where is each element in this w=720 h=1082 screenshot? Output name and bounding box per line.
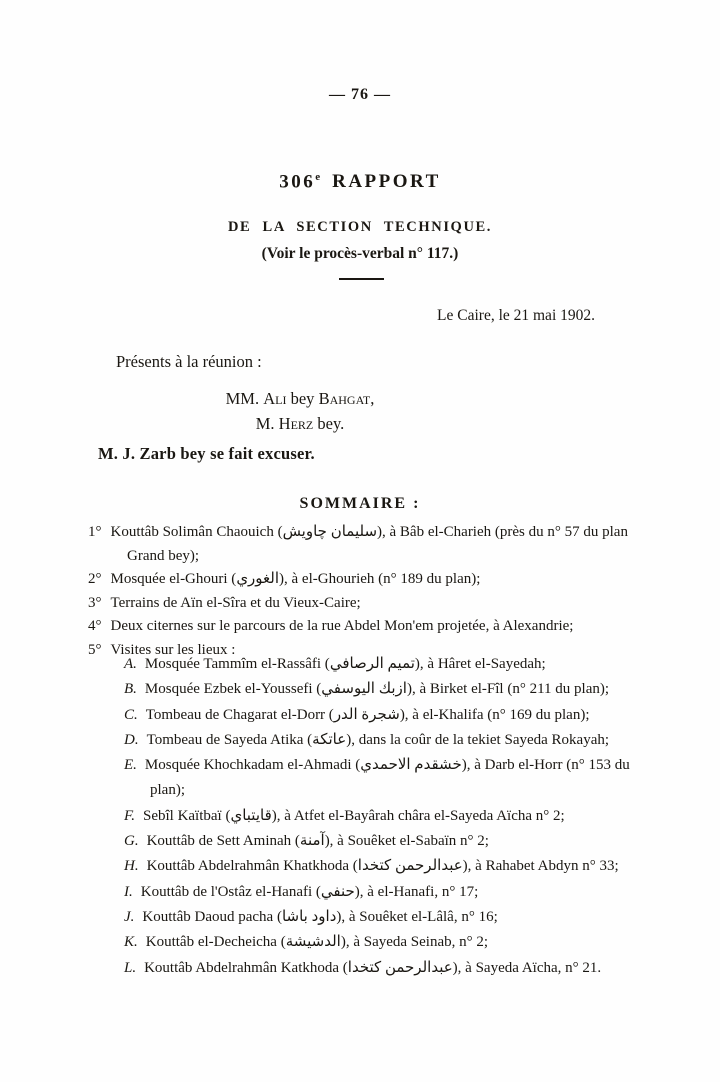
page-number: — 76 — [329,86,391,103]
item-marker: 1° [88,524,102,540]
sommaire-heading: SOMMAIRE : [299,495,421,512]
item-text: Kouttâb el-Decheicha (الدشيشة), à Sayeda Seinab, n° 2; [145,934,489,951]
presents-label: Présents à la réunion : [116,352,262,371]
item-marker: L. [124,959,137,976]
attendee-family-name: Bahgat, [318,389,375,408]
visit-item [124,854,646,879]
item-text: Kouttâb Abdelrahmân Katkhoda (عبدالرحمن كتخدا), à Sayeda Aïcha, n° 21. [144,959,602,976]
summary-item [88,592,640,616]
visit-item [124,804,646,829]
attendee-given-name: Ali [263,389,287,408]
item-marker: H. [124,858,139,875]
item-text: Kouttâb Daoud pacha (داود باشا), à Souêket el-Lâlâ, n° 16; [142,908,498,925]
visit-item [124,753,646,804]
item-marker: K. [124,934,138,951]
item-text: Visites sur les lieux : [110,641,236,658]
attendee-title: bey. [317,414,345,433]
summary-numbered-list [88,521,640,662]
item-text: Mosquée Khochkadam el-Ahmadi (خشقدم الاحمدي), à Darb el-Horr (n° 153 du plan); [144,757,630,799]
item-text: Sebîl Kaïtbaï (قايتباي), à Atfet el-Bayârah châra el-Sayeda Aïcha n° 2; [142,807,565,824]
report-title-number: 306 [279,171,316,193]
visits-list [124,652,646,981]
attendee-family-name: Herz [278,414,314,433]
proces-verbal-note: (Voir le procès-verbal n° 117.) [261,245,459,262]
visit-item [124,677,646,702]
attendees-block [190,386,410,436]
item-marker: I. [124,883,133,900]
item-marker: F. [124,807,135,824]
visit-item [124,930,646,955]
item-text: Kouttâb de l'Ostâz el-Hanafi (حنفي), à el-Hanafi, n° 17; [140,883,479,900]
item-marker: 2° [88,571,102,587]
item-text: Tombeau de Sayeda Atika (عاتكة), dans la coûr de la tekiet Sayeda Rokayah; [146,731,610,748]
item-text: Deux citernes sur le parcours de la rue Abdel Mon'em projetée, à Alexandrie; [110,618,574,634]
item-marker: B. [124,681,137,698]
excused-note: M. J. Zarb bey se fait excuser. [98,444,315,463]
item-marker: C. [124,706,138,723]
item-marker: D. [124,731,139,748]
item-text: Mosquée Ezbek el-Youssefi (ازبك اليوسفي), à Birket el-Fîl (n° 211 du plan); [144,681,610,698]
visit-item [124,703,646,728]
attendee-line [190,411,410,436]
item-text: Terrains de Aïn el-Sîra et du Vieux-Caire; [110,594,361,611]
item-text: Kouttâb Abdelrahmân Khatkhoda (عبدالرحمن كتخدا), à Rahabet Abdyn n° 33; [146,858,619,875]
visit-item [124,829,646,854]
visit-item [124,905,646,930]
report-title-ordinal: e [315,171,321,183]
visit-item [124,728,646,753]
divider-rule [339,278,384,280]
attendee-prefix: MM. [225,389,260,408]
item-text: Mosquée Tammîm el-Rassâfi (تميم الرصافي), à Hâret el-Sayedah; [144,656,546,672]
item-marker: G. [124,833,139,850]
visit-item [124,652,646,677]
item-text: Kouttâb de Sett Aminah (آمنة), à Souêket el-Sabaïn n° 2; [146,833,489,850]
item-text: Tombeau de Chagarat el-Dorr (شجرة الدر), à el-Khalifa (n° 169 du plan); [145,706,590,723]
item-marker: E. [124,757,137,774]
report-title [0,171,720,193]
item-marker: 5° [88,641,102,658]
dateline: Le Caire, le 21 mai 1902. [437,307,595,324]
item-text: Kouttâb Solimân Chaouich (سليمان چاويش), à Bâb el-Charieh (près du n° 57 du plan Grand bey); [110,524,628,564]
item-marker: 4° [88,618,102,634]
visit-item [124,956,646,981]
attendee-title: bey [290,389,315,408]
summary-item [88,521,640,568]
report-subtitle: DE LA SECTION TECHNIQUE. [227,219,493,235]
item-marker: 3° [88,594,102,611]
summary-item [88,615,640,639]
attendee-prefix: M. [255,414,275,433]
item-marker: A. [124,656,137,672]
attendee-line [190,386,410,411]
item-text: Mosquée el-Ghouri (الغوري), à el-Ghourieh (n° 189 du plan); [110,571,481,587]
visit-item [124,880,646,905]
item-marker: J. [124,908,135,925]
report-title-word: RAPPORT [332,171,441,193]
summary-item [88,568,640,592]
